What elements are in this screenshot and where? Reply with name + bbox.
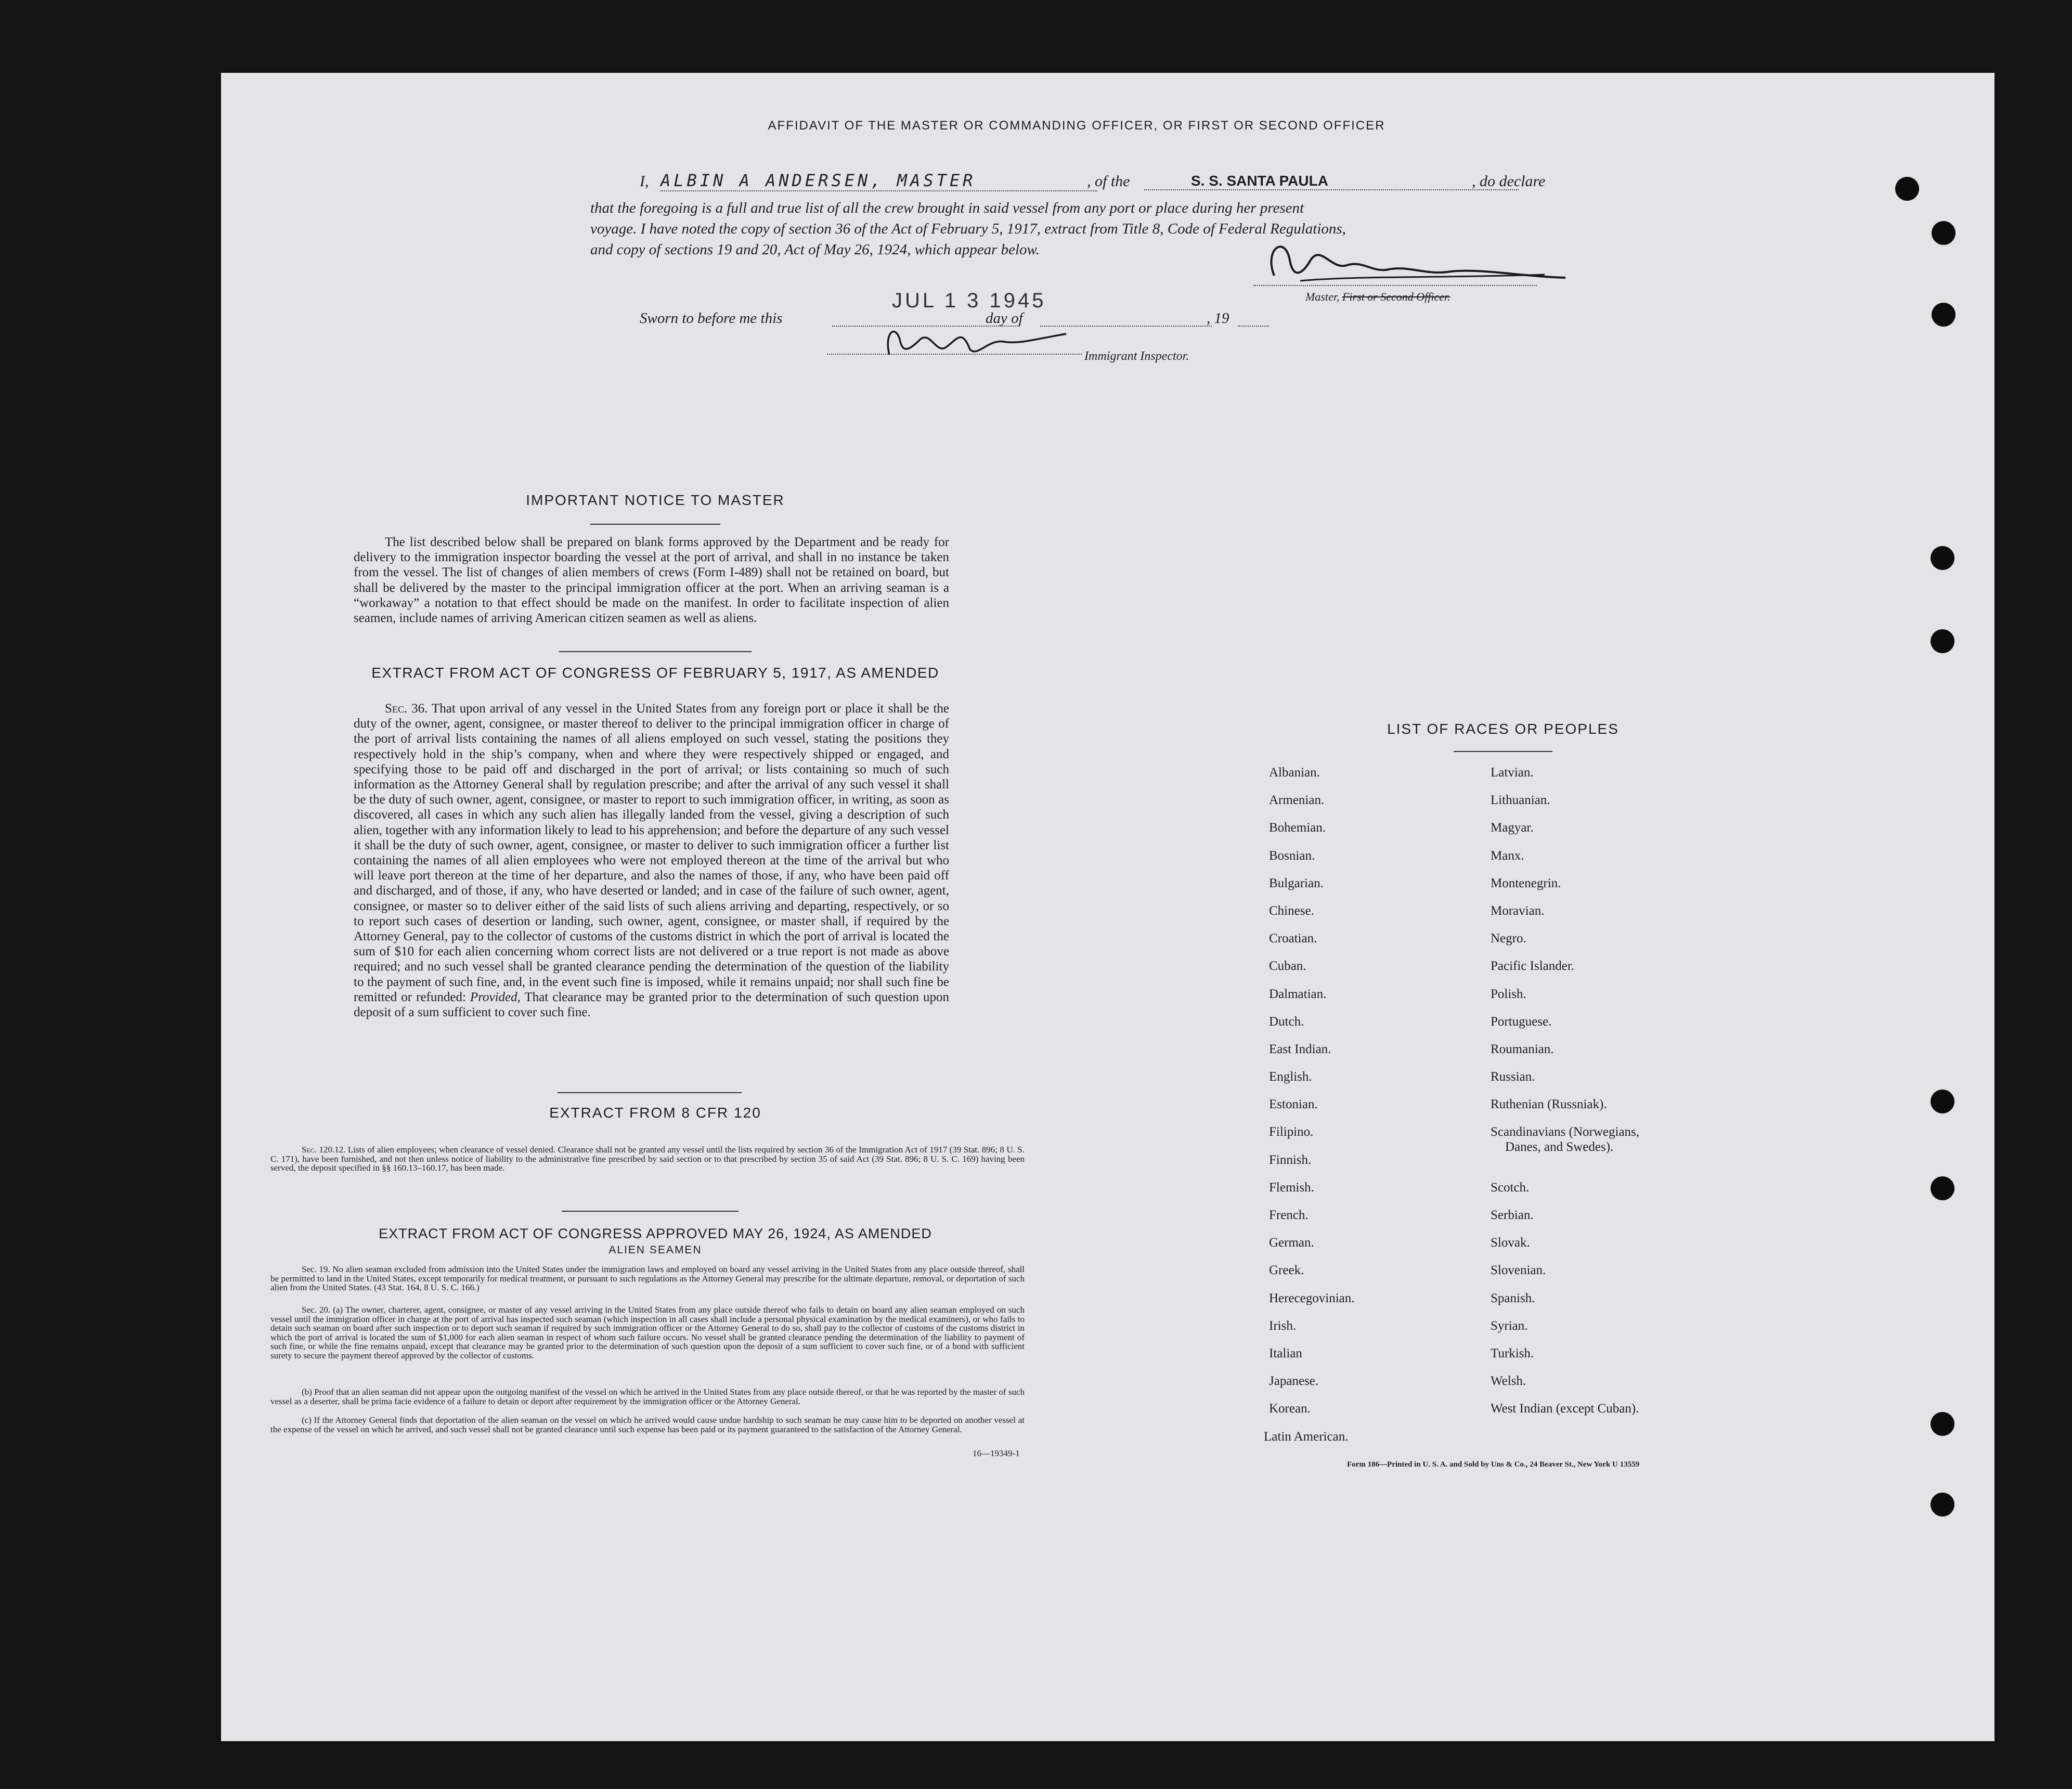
- races-left-column: [1264, 764, 1467, 1456]
- extract-1917-divider: [558, 1092, 742, 1093]
- race-item: Flemish.: [1269, 1180, 1314, 1195]
- race-item: Lithuanian.: [1491, 793, 1550, 808]
- races-divider: [1454, 751, 1552, 752]
- race-item: Slovak.: [1491, 1236, 1530, 1250]
- race-item: Welsh.: [1491, 1374, 1526, 1389]
- sworn-year-blank: [1238, 313, 1269, 327]
- section-label: Sec. 120.12.: [302, 1145, 346, 1155]
- do-declare-text: , do declare: [1472, 173, 1546, 190]
- binder-hole: [1931, 1493, 1954, 1516]
- race-item: Slovenian.: [1491, 1263, 1546, 1278]
- binder-hole: [1931, 1176, 1954, 1200]
- race-item: Latvian.: [1491, 766, 1534, 780]
- affidavit-body-line: that the foregoing is a full and true list of all the crew brought in said vessel from any port or place during her present: [590, 200, 1304, 216]
- race-item: West Indian (except Cuban).: [1491, 1402, 1639, 1416]
- race-item: Manx.: [1491, 848, 1524, 863]
- race-item: Magyar.: [1491, 821, 1534, 835]
- vessel-name: S. S. SANTA PAULA: [1144, 173, 1519, 190]
- race-item: Armenian.: [1269, 793, 1325, 808]
- master-caption: Master, First or Second Officer.: [1305, 290, 1451, 303]
- races-right-column: [1491, 764, 1725, 1429]
- race-item: Spanish.: [1491, 1291, 1535, 1305]
- race-item: Bulgarian.: [1269, 876, 1324, 890]
- race-item: Scandinavians (Norwegians,: [1491, 1125, 1640, 1139]
- race-item: Japanese.: [1269, 1374, 1319, 1389]
- affidavit-title: AFFIDAVIT OF THE MASTER OR COMMANDING OFFICER, OR FIRST OR SECOND OFFICER: [768, 119, 1385, 133]
- affidavit-body-line: and copy of sections 19 and 20, Act of May 26, 1924, which appear below.: [590, 241, 1040, 258]
- race-item: Moravian.: [1491, 903, 1545, 918]
- sworn-prefix: Sworn to before me this: [640, 310, 783, 327]
- race-item: German.: [1269, 1236, 1314, 1250]
- master-name-handwritten: ALBIN A ANDERSEN, MASTER: [661, 171, 1097, 191]
- race-item: Negro.: [1491, 931, 1526, 946]
- extract-1924-paragraph: (b) Proof that an alien seaman did not appear upon the outgoing manifest of the vessel on which he arrived in the United States from any place outside thereof, or that he was reported by the master of such vessel as a deserter, shall be prima facie evidence of a failure to detain or deport after requirement by the immigration officer or the Attorney General.: [270, 1387, 1025, 1406]
- race-item: Dutch.: [1269, 1014, 1304, 1029]
- race-item: Turkish.: [1491, 1346, 1534, 1360]
- binder-hole: [1932, 303, 1956, 327]
- extract-cfr-title: EXTRACT FROM 8 CFR 120: [549, 1105, 761, 1121]
- inspector-caption: Immigrant Inspector.: [1084, 349, 1189, 363]
- binder-hole: [1932, 221, 1956, 245]
- race-item: Bosnian.: [1269, 848, 1315, 863]
- race-item: Scotch.: [1491, 1180, 1530, 1195]
- binder-hole: [1931, 629, 1954, 653]
- race-item: Cuban.: [1269, 959, 1306, 974]
- section-label: Sec. 36.: [385, 702, 428, 716]
- binder-hole: [1931, 1412, 1954, 1436]
- binder-hole: [1931, 546, 1954, 570]
- extract-cfr-divider: [562, 1211, 739, 1212]
- inspector-signature-line: [827, 354, 1082, 355]
- race-item: Polish.: [1491, 987, 1526, 1001]
- master-signature: [1253, 229, 1576, 296]
- race-item: Estonian.: [1269, 1097, 1318, 1112]
- race-item: Filipino.: [1269, 1125, 1314, 1139]
- inspector-signature: [879, 318, 1077, 365]
- day-of-text: day of: [986, 310, 1023, 327]
- race-item: Greek.: [1269, 1263, 1304, 1278]
- extract-1924-subtitle: ALIEN SEAMEN: [608, 1244, 702, 1256]
- race-item: Finnish.: [1269, 1152, 1312, 1167]
- race-item: Ruthenian (Russniak).: [1491, 1097, 1607, 1112]
- of-the-text: , of the: [1087, 173, 1130, 190]
- notice-bottom-divider: [559, 651, 752, 652]
- race-item: Danes, and Swedes).: [1505, 1140, 1614, 1155]
- master-signature-line: [1253, 285, 1537, 286]
- race-item: Syrian.: [1491, 1318, 1528, 1333]
- extract-cfr-text: Sec. 120.12. Lists of alien employees; when clearance of vessel denied. Clearance shall not be granted any vessel until the lists required by section 36 of the Immigration Act of 1917 (39 Stat. 896; 8 U. S. C. 171), have been furnished, and not then unless notice of liability to the administrative fine prescribed by said section or to that prescribed by section 35 of said Act (39 Stat. 896; 8 U. S. C. 169) having been served, the deposit specified in §§ 160.13–160.17, has been made.: [270, 1145, 1025, 1173]
- extract-1924-paragraph: Sec. 19. No alien seaman excluded from admission into the United States under the immigration laws and employed on board any vessel arriving in the United States from any place outside thereof, shall be permitted to land in the United States, except temporarily for medical treatment, or pursuant to such regulations as the Attorney General may prescribe for the ultimate departure, removal, or deportation of such alien from the United States. (43 Stat. 164, 8 U. S. C. 166.): [270, 1264, 1025, 1293]
- affidavit-body-line: voyage. I have noted the copy of section 36 of the Act of February 5, 1917, extract from Title 8, Code of Federal Regulations,: [590, 221, 1346, 237]
- race-item: English.: [1269, 1070, 1312, 1084]
- race-item: Irish.: [1269, 1318, 1297, 1333]
- race-item: East Indian.: [1269, 1042, 1331, 1056]
- race-item: Russian.: [1491, 1070, 1535, 1084]
- binder-hole: [1931, 1090, 1954, 1113]
- notice-divider: [590, 524, 720, 525]
- affidavit-declaration-line: [640, 173, 1571, 196]
- form-footer-line: Form 186—Printed in U. S. A. and Sold by Uns & Co., 24 Beaver St., New York U 13559: [1347, 1460, 1640, 1469]
- form-code: 16—19349-1: [973, 1448, 1020, 1458]
- race-item: Dalmatian.: [1269, 987, 1327, 1001]
- race-item: Albanian.: [1269, 766, 1320, 780]
- races-title: LIST OF RACES OR PEOPLES: [1387, 721, 1619, 737]
- race-item: Latin American.: [1264, 1429, 1349, 1444]
- struck-officer-text: First or Second Officer.: [1342, 290, 1451, 303]
- year-text: , 19: [1207, 310, 1229, 327]
- race-item: Montenegrin.: [1491, 876, 1561, 890]
- race-item: French.: [1269, 1208, 1309, 1222]
- notice-title: IMPORTANT NOTICE TO MASTER: [526, 492, 785, 508]
- notice-text: The list described below shall be prepared on blank forms approved by the Department and be ready for delivery to the immigration inspector boarding the vessel at the port of arrival, and shall in no instance be taken from the vessel. The list of changes of alien members of crews (Form I-489) shall not be retained on board, but shall be delivered by the master to the principal immigration officer at the port. When an arriving seaman is a “workaway” a notation to that effect should be made on the manifest. In order to facilitate inspection of alien seamen, include names of arriving American citizen seamen as well as aliens.: [354, 535, 949, 626]
- race-item: Roumanian.: [1491, 1042, 1554, 1056]
- extract-1917-title: EXTRACT FROM ACT OF CONGRESS OF FEBRUARY 5, 1917, AS AMENDED: [371, 665, 939, 681]
- binder-hole: [1895, 177, 1919, 201]
- date-stamp: JUL 1 3 1945: [892, 289, 1046, 312]
- extract-1924-paragraph: (c) If the Attorney General finds that deportation of the alien seaman on the vessel on which he arrived would cause undue hardship to such seaman he may cause him to be deported on another vessel at the expense of the vessel on which he arrived, and such vessel shall not be granted clearance until such expense has been paid or its payment guaranteed to the satisfaction of the Attorney General.: [270, 1415, 1025, 1434]
- race-item: Croatian.: [1269, 931, 1317, 946]
- race-item: Chinese.: [1269, 903, 1314, 918]
- race-item: Serbian.: [1491, 1208, 1534, 1223]
- race-item: Portuguese.: [1491, 1014, 1552, 1029]
- extract-1917-text: Sec. 36. That upon arrival of any vessel in the United States from any foreign port or place it shall be the duty of the owner, agent, consignee, or master thereof to deliver to the principal immigration officer in charge of the port of arrival lists containing the names of all aliens employed on such vessel, stating the positions they respectively hold in the ship’s company, when and where they were respectively shipped or engaged, and specifying those to be paid off and discharged in the port of arrival; or lists containing so much of such information as the Attorney General shall by regulation prescribe; and after the arrival of any such vessel it shall be the duty of such owner, agent, consignee, or master to report to such immigration officer, in writing, as soon as discovered, all cases in which any such alien has illegally landed from the vessel, giving a description of such alien, together with any information likely to lead to his apprehension; and before the departure of any such vessel it shall be the duty of such owner, agent, consignee, or master to deliver to such immigration officer a further list containing the names of all alien employees who were not employed thereon at the time of the arrival but who will leave port thereon at the time of her departure, and also the names of those, if any, who have been paid off and discharged, and of those, if any, who have deserted or landed; and in case of the failure of such owner, agent, consignee, or master so to deliver either of the said lists of such aliens arriving and departing, respectively, or so to report such cases of desertion or landing, such owner, agent, consignee, or master shall, if required by the Attorney General, pay to the collector of customs of the customs district in which the port of arrival is located the sum of $10 for each alien concerning whom correct lists are not delivered or a true report is not made as above required; and no such vessel shall be granted clearance pending the determination of the question of the liability to the payment of such fine, and, in the event such fine is imposed, while it remains unpaid; nor shall such fine be remitted or refunded: Provided, That clearance may be granted prior to the determination of such question upon deposit of a sum sufficient to cover such fine.: [354, 702, 949, 1020]
- race-item: Pacific Islander.: [1491, 959, 1575, 974]
- race-item: Korean.: [1269, 1402, 1311, 1416]
- race-item: Herecegovinian.: [1269, 1291, 1355, 1305]
- i-prefix: I,: [640, 173, 649, 190]
- race-item: Bohemian.: [1269, 821, 1326, 835]
- race-item: Italian: [1269, 1346, 1302, 1360]
- extract-1924-title: EXTRACT FROM ACT OF CONGRESS APPROVED MAY 26, 1924, AS AMENDED: [379, 1226, 932, 1241]
- extract-1924-paragraph: Sec. 20. (a) The owner, charterer, agent, consignee, or master of any vessel arriving in the United States from any place outside thereof who fails to detain on board any alien seaman employed on such vessel until the immigration officer in charge at the port of arrival has inspected such seaman (which inspection in all cases shall include a personal physical examination by the medical examiners), or who fails to detain such seaman on board after such inspection or to deport such seaman if required by such immigration officer or the Attorney General to do so, shall pay to the collector of customs of the customs district in which the port of arrival is located the sum of $1,000 for each alien seaman in respect of whom such failure occurs. No vessel shall be granted clearance pending the determination of the liability to payment of such fine, or while the fine remains unpaid, except that clearance may be granted prior to the determination of such question upon the deposit of a sum sufficient to cover such fine, or of a bond with sufficient surety to secure the payment thereof approved by the collector of customs.: [270, 1305, 1025, 1360]
